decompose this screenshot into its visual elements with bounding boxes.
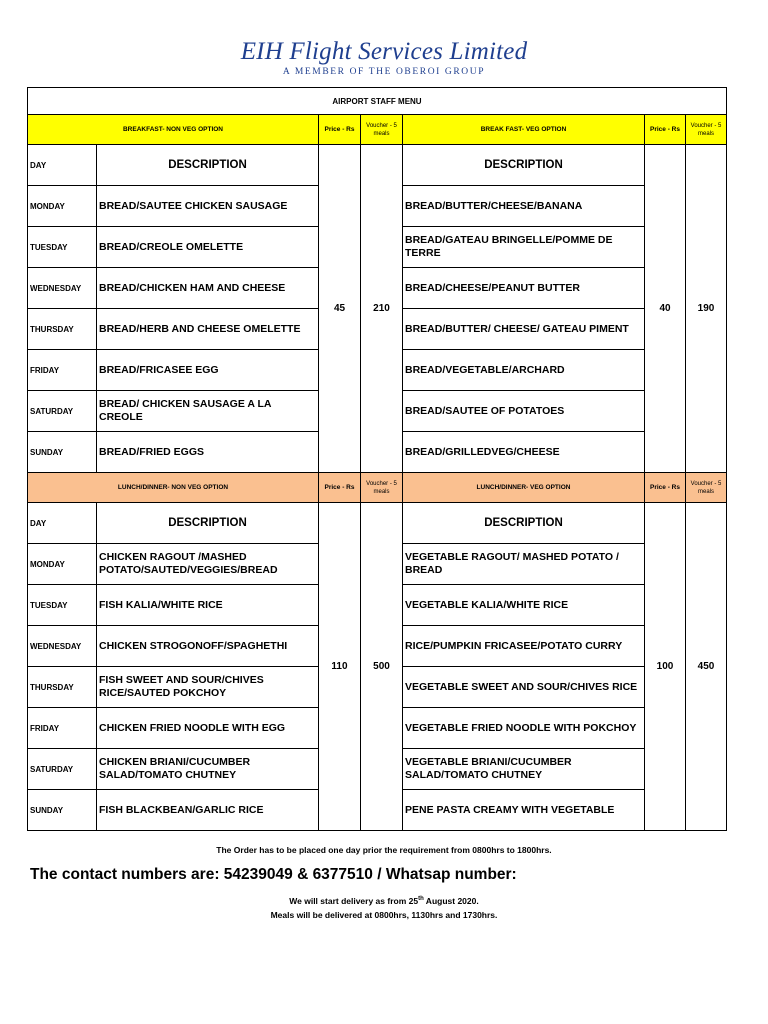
veg-description: BREAD/VEGETABLE/ARCHARD (403, 350, 645, 391)
price-header: Price - Rs (319, 115, 361, 145)
nonveg-description: FISH SWEET AND SOUR/CHIVES RICE/SAUTED POKCHOY (97, 667, 319, 708)
day-cell: THURSDAY (28, 309, 97, 350)
veg-description: VEGETABLE BRIANI/CUCUMBER SALAD/TOMATO CHUTNEY (403, 749, 645, 790)
voucher-header: Voucher - 5 meals (361, 115, 403, 145)
delivery-start (0, 892, 768, 908)
day-cell: TUESDAY (28, 227, 97, 268)
day-cell: SUNDAY (28, 790, 97, 831)
day-cell: WEDNESDAY (28, 626, 97, 667)
price-header: Price - Rs (319, 473, 361, 503)
day-cell: THURSDAY (28, 667, 97, 708)
delivery-start-sup: th (418, 896, 424, 902)
breakfast-header-row (28, 115, 727, 145)
delivery-start-suffix: August 2020. (423, 895, 479, 906)
voucher-header: Voucher - 5 meals (686, 473, 727, 503)
lunch-veg-price: 100 (645, 503, 686, 831)
day-cell: MONDAY (28, 186, 97, 227)
nonveg-description: CHICKEN STROGONOFF/SPAGHETHI (97, 626, 319, 667)
lunch-nonveg-price: 110 (319, 503, 361, 831)
veg-description: VEGETABLE KALIA/WHITE RICE (403, 585, 645, 626)
company-name: EIH Flight Services Limited (240, 38, 528, 65)
breakfast-nonveg-voucher: 210 (361, 145, 403, 473)
description-header: DESCRIPTION (403, 503, 645, 544)
breakfast-nonveg-title: BREAKFAST- NON VEG OPTION (28, 115, 319, 145)
price-header: Price - Rs (645, 115, 686, 145)
breakfast-veg-price: 40 (645, 145, 686, 473)
nonveg-description: BREAD/SAUTEE CHICKEN SAUSAGE (97, 186, 319, 227)
day-cell: SATURDAY (28, 749, 97, 790)
nonveg-description: CHICKEN RAGOUT /MASHED POTATO/SAUTED/VEGGIES/BREAD (97, 544, 319, 585)
veg-description: BREAD/SAUTEE OF POTATOES (403, 391, 645, 432)
day-cell: SATURDAY (28, 391, 97, 432)
veg-description: PENE PASTA CREAMY WITH VEGETABLE (403, 790, 645, 831)
veg-description: VEGETABLE SWEET AND SOUR/CHIVES RICE (403, 667, 645, 708)
voucher-header: Voucher - 5 meals (361, 473, 403, 503)
breakfast-veg-title: BREAK FAST- VEG OPTION (403, 115, 645, 145)
veg-description: VEGETABLE RAGOUT/ MASHED POTATO / BREAD (403, 544, 645, 585)
day-cell: MONDAY (28, 544, 97, 585)
lunch-nonveg-title: LUNCH/DINNER- NON VEG OPTION (28, 473, 319, 503)
description-header: DESCRIPTION (403, 145, 645, 186)
veg-description: BREAD/BUTTER/CHEESE/BANANA (403, 186, 645, 227)
nonveg-description: CHICKEN FRIED NOODLE WITH EGG (97, 708, 319, 749)
delivery-info (0, 892, 768, 922)
day-cell: WEDNESDAY (28, 268, 97, 309)
veg-description: RICE/PUMPKIN FRICASEE/POTATO CURRY (403, 626, 645, 667)
day-column-header: DAY (28, 503, 97, 544)
logo (0, 38, 768, 77)
nonveg-description: CHICKEN BRIANI/CUCUMBER SALAD/TOMATO CHUTNEY (97, 749, 319, 790)
nonveg-description: BREAD/FRICASEE EGG (97, 350, 319, 391)
lunch-veg-voucher: 450 (686, 503, 727, 831)
lunch-veg-title: LUNCH/DINNER- VEG OPTION (403, 473, 645, 503)
delivery-times: Meals will be delivered at 0800hrs, 1130hrs and 1730hrs. (270, 909, 498, 920)
day-column-header: DAY (28, 145, 97, 186)
description-header: DESCRIPTION (97, 145, 319, 186)
breakfast-veg-voucher: 190 (686, 145, 727, 473)
lunch-nonveg-voucher: 500 (361, 503, 403, 831)
menu-table (27, 87, 727, 831)
day-cell: FRIDAY (28, 708, 97, 749)
veg-description: BREAD/BUTTER/ CHEESE/ GATEAU PIMENT (403, 309, 645, 350)
nonveg-description: BREAD/CREOLE OMELETTE (97, 227, 319, 268)
table-row (28, 145, 727, 186)
nonveg-description: FISH BLACKBEAN/GARLIC RICE (97, 790, 319, 831)
veg-description: BREAD/GRILLEDVEG/CHEESE (403, 432, 645, 473)
contact-numbers: The contact numbers are: 54239049 & 6377510 / Whatsap number: (30, 866, 517, 883)
menu-title: AIRPORT STAFF MENU (28, 88, 727, 115)
company-tagline: A MEMBER OF THE OBEROI GROUP (282, 67, 486, 77)
price-header: Price - Rs (645, 473, 686, 503)
breakfast-nonveg-price: 45 (319, 145, 361, 473)
nonveg-description: BREAD/HERB AND CHEESE OMELETTE (97, 309, 319, 350)
nonveg-description: BREAD/CHICKEN HAM AND CHEESE (97, 268, 319, 309)
order-note: The Order has to be placed one day prior the requirement from 0800hrs to 1800hrs. (216, 845, 552, 855)
delivery-start-prefix: We will start delivery as from 25 (289, 895, 419, 906)
nonveg-description: BREAD/FRIED EGGS (97, 432, 319, 473)
table-row (28, 503, 727, 544)
veg-description: VEGETABLE FRIED NOODLE WITH POKCHOY (403, 708, 645, 749)
day-cell: SUNDAY (28, 432, 97, 473)
description-header: DESCRIPTION (97, 503, 319, 544)
voucher-header: Voucher - 5 meals (686, 115, 727, 145)
nonveg-description: FISH KALIA/WHITE RICE (97, 585, 319, 626)
day-cell: FRIDAY (28, 350, 97, 391)
nonveg-description: BREAD/ CHICKEN SAUSAGE A LA CREOLE (97, 391, 319, 432)
lunch-header-row (28, 473, 727, 503)
day-cell: TUESDAY (28, 585, 97, 626)
veg-description: BREAD/GATEAU BRINGELLE/POMME DE TERRE (403, 227, 645, 268)
veg-description: BREAD/CHEESE/PEANUT BUTTER (403, 268, 645, 309)
